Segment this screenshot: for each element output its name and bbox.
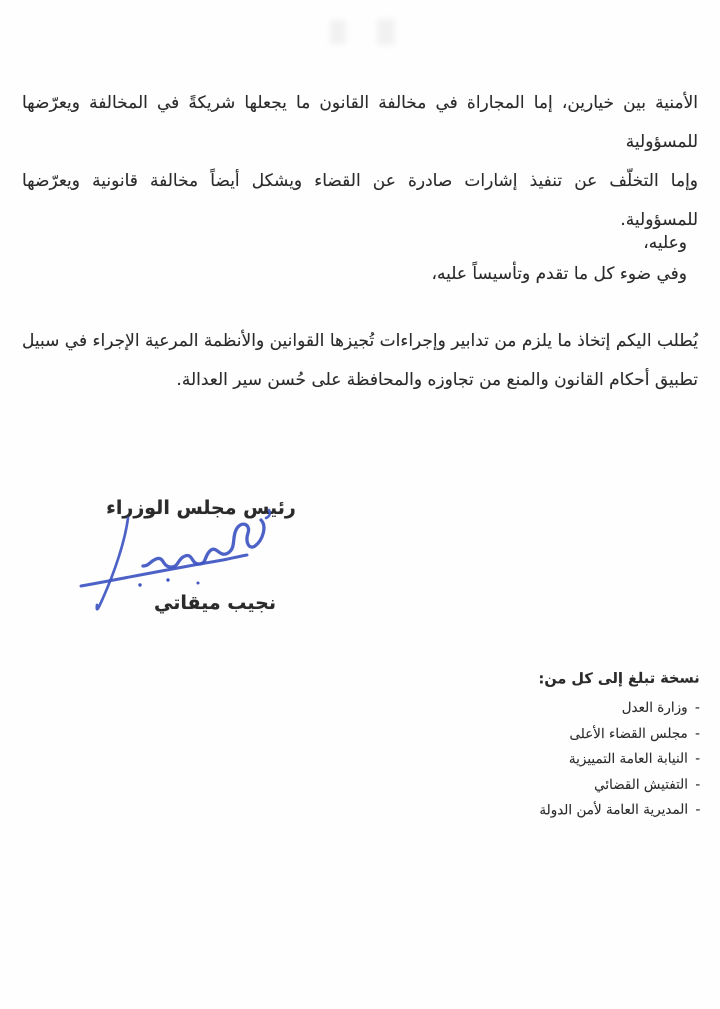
cc-block [535,671,701,824]
list-dash: - [694,699,700,716]
paragraph-line: يُطلب اليكم إتخاذ ما يلزم من تدابير وإجراءات تُجيزها القوانين والأنظمة المرعية الإجراء في سبيل [22,331,698,351]
cc-recipient: النيابة العامة التمييزية [568,750,688,768]
cc-list-item [535,772,700,798]
body-paragraph-2 [22,322,698,400]
cc-heading: نسخة تبلغ إلى كل من: [538,670,700,688]
cc-recipient: التفتيش القضائي [594,776,689,793]
list-dash: - [695,750,701,767]
handwritten-signature [55,506,315,651]
paragraph-line: وإما التخلّف عن تنفيذ إشارات صادرة عن القضاء ويشكل أيضاً مخالفة قانونية ويعرّضها للمسؤولية. [22,171,698,230]
cc-list-item [535,747,700,773]
cc-list-item [535,721,700,747]
transition-line: وفي ضوء كل ما تقدم وتأسيساً عليه، [431,264,687,284]
cc-recipient: مجلس القضاء الأعلى [569,725,688,742]
list-dash: - [695,801,701,818]
cc-recipient: وزارة العدل [621,699,688,716]
list-dash: - [695,725,700,742]
cc-recipient: المديرية العامة لأمن الدولة [539,801,689,819]
paragraph-line: الأمنية بين خيارين، إما المجاراة في مخالفة القانون ما يجعلها شريكةً في المخالفة ويعرّضها للمسؤولية [22,93,698,152]
body-paragraph-1 [22,84,698,240]
paragraph-line: تطبيق أحكام القانون والمنع من تجاوزه والمحافظة على حُسن سير العدالة. [176,370,698,390]
cc-list-item [535,798,700,824]
scan-bleedthrough-mark [377,19,395,45]
transition-line: وعليه، [643,233,687,253]
scan-bleedthrough-mark [330,20,346,44]
signatory-title: رئيس مجلس الوزراء [106,497,296,519]
signatory-name: نجيب ميقاتي [154,592,276,614]
list-dash: - [695,776,701,793]
transition-block [431,228,687,290]
cc-list-item [535,696,700,722]
